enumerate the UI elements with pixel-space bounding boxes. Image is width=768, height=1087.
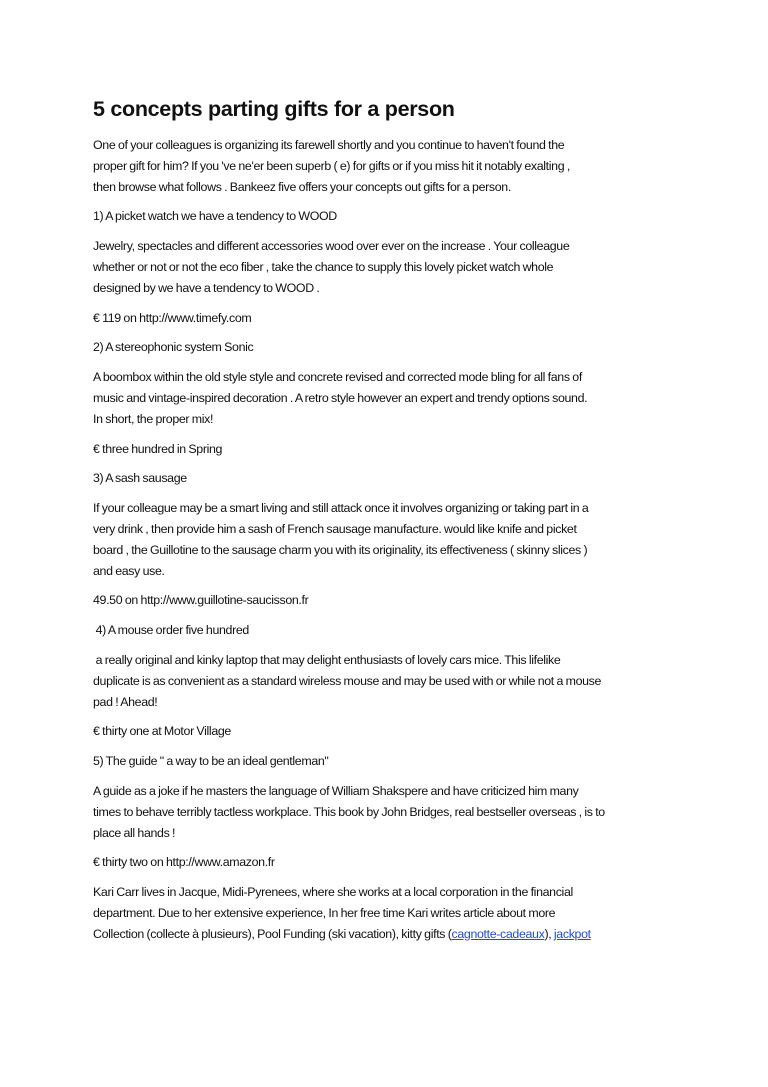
item-price: € 119 on http://www.timefy.com — [93, 310, 252, 325]
text-line: designed by we have a tendency to WOOD . — [93, 280, 320, 295]
text-line: then browse what follows . Bankeez five offers your concepts out gifts for a person. — [93, 179, 511, 194]
text-line: board , the Guillotine to the sausage charm you with its originality, its effectiveness ( skinny slices ) — [93, 542, 588, 557]
text-line — [93, 924, 683, 945]
text-line: times to behave terribly tactless workplace. This book by John Bridges, real bestseller overseas , is to — [93, 804, 605, 819]
page-title: 5 concepts parting gifts for a person — [93, 97, 455, 121]
item-heading: 2) A stereophonic system Sonic — [93, 340, 254, 355]
text-line: a really original and kinky laptop that may delight enthusiasts of lovely cars mice. This lifelike — [93, 652, 561, 667]
text-line: proper gift for him? If you 've ne'er been superb ( e) for gifts or if you miss hit it notably exalting , — [93, 158, 570, 173]
text-line: One of your colleagues is organizing its farewell shortly and you continue to haven't found the — [93, 138, 565, 152]
bio-text: Collection (collecte à plusieurs), Pool Funding (ski vacation), kitty gifts ( — [93, 926, 452, 941]
cagnotte-cadeaux-link[interactable]: cagnotte-cadeaux — [451, 926, 545, 941]
author-bio — [93, 882, 683, 944]
item-description — [93, 781, 683, 843]
item-price: € thirty two on http://www.amazon.fr — [93, 855, 275, 870]
item-heading: 3) A sash sausage — [93, 471, 187, 486]
intro-paragraph — [93, 135, 683, 197]
item-heading: 5) The guide " a way to be an ideal gentleman" — [93, 754, 329, 769]
item-description — [93, 650, 683, 712]
text-line: music and vintage-inspired decoration . A retro style however an expert and trendy options sound. — [93, 390, 588, 405]
item-description — [93, 367, 683, 429]
item-heading: 1) A picket watch we have a tendency to WOOD — [93, 209, 337, 224]
item-description — [93, 498, 683, 581]
jackpot-link[interactable]: jackpot — [553, 926, 591, 941]
item-price: € thirty one at Motor Village — [93, 724, 231, 739]
text-line: Jewelry, spectacles and different accessories wood over ever on the increase . Your colleague — [93, 239, 570, 254]
text-line: A boombox within the old style style and concrete revised and corrected mode bling for all fans of — [93, 370, 582, 385]
bio-text: ), — [544, 926, 554, 941]
text-line: Kari Carr lives in Jacque, Midi-Pyrenees, where she works at a local corporation in the financial — [93, 885, 573, 900]
item-description — [93, 236, 683, 298]
text-line: pad ! Ahead! — [93, 694, 158, 709]
item-price: 49.50 on http://www.guillotine-saucisson.fr — [93, 593, 309, 608]
text-line: In short, the proper mix! — [93, 411, 214, 426]
text-line: department. Due to her extensive experience, In her free time Kari writes article about more — [93, 905, 556, 920]
text-line: A guide as a joke if he masters the language of William Shakspere and have criticized him many — [93, 783, 579, 798]
document-page — [93, 96, 683, 954]
text-line: whether or not or not the eco fiber , take the chance to supply this lovely picket watch whole — [93, 259, 554, 274]
text-line: duplicate is as convenient as a standard wireless mouse and may be used with or while not a mouse — [93, 673, 602, 688]
text-line: very drink , then provide him a sash of French sausage manufacture. would like knife and picket — [93, 521, 577, 536]
text-line: place all hands ! — [93, 825, 176, 840]
item-heading: 4) A mouse order five hundred — [93, 623, 249, 638]
item-price: € three hundred in Spring — [93, 441, 223, 456]
text-line: If your colleague may be a smart living and still attack once it involves organizing or taking part in a — [93, 501, 589, 516]
text-line: and easy use. — [93, 563, 165, 578]
